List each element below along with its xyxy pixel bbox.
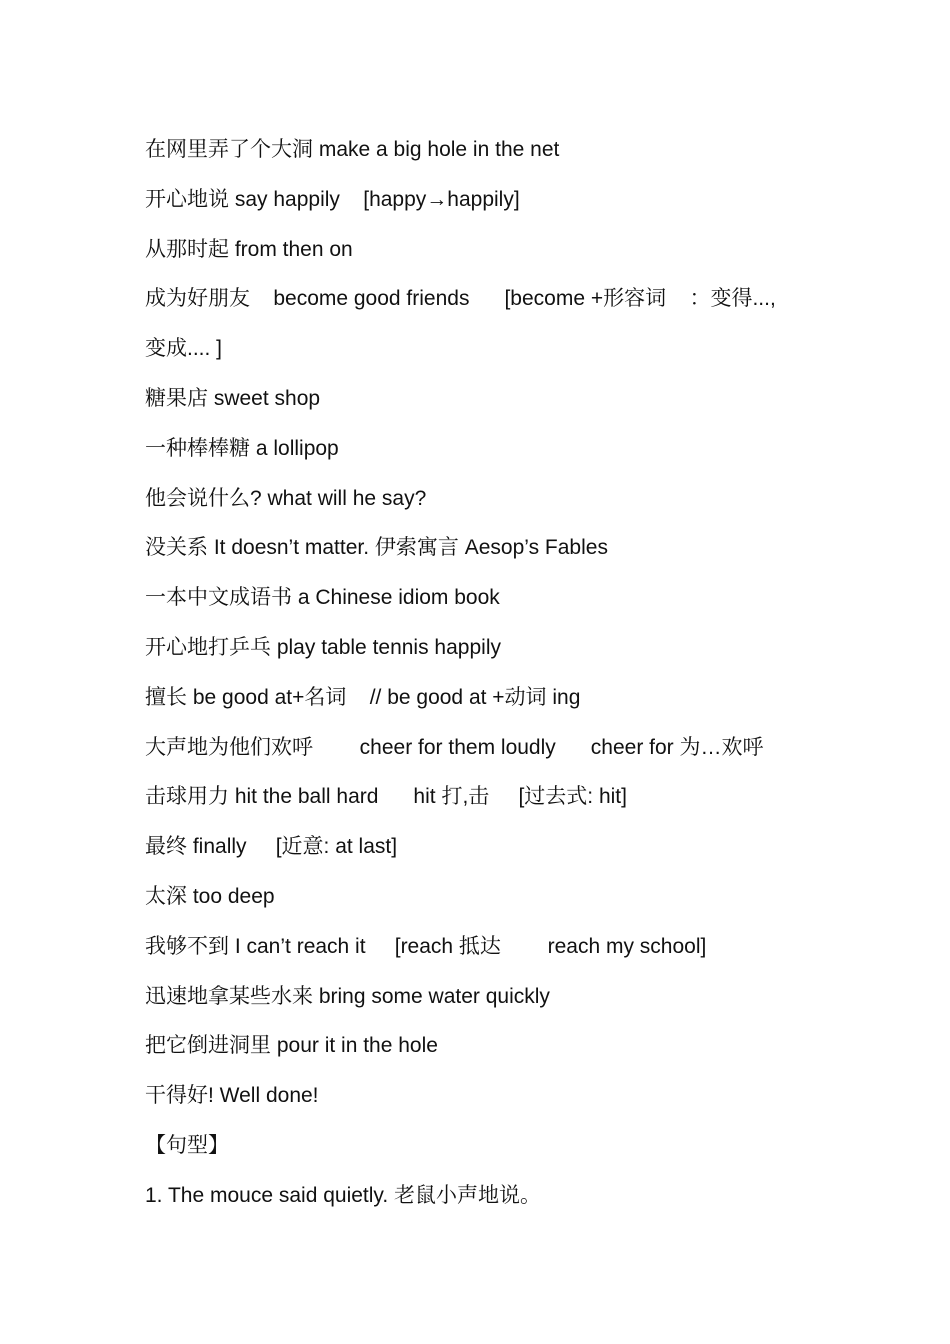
- text-line: 擅长 be good at+名词 // be good at +动词 ing: [145, 685, 581, 709]
- text-line: 变成.... ]: [145, 337, 223, 361]
- text-line: 把它倒进洞里 pour it in the hole: [145, 1034, 438, 1058]
- text-line: 开心地说 say happily [happy→happily]: [145, 187, 520, 211]
- text-line: 干得好! Well done!: [145, 1084, 319, 1108]
- text-line: 从那时起 from then on: [145, 237, 353, 261]
- text-line: 糖果店 sweet shop: [145, 386, 321, 410]
- vocabulary-list: [145, 133, 845, 1229]
- text-line: 成为好朋友 become good friends [become +形容词 ：变得...,: [145, 287, 776, 311]
- text-line: 在网里弄了个大洞 make a big hole in the net: [145, 138, 560, 161]
- text-line: 迅速地拿某些水来 bring some water quickly: [145, 984, 550, 1008]
- text-line: 太深 too deep: [145, 884, 275, 908]
- text-line: 最终 finally [近意: at last]: [145, 835, 398, 859]
- text-line: 没关系 It doesn’t matter. 伊索寓言 Aesop’s Fables: [145, 536, 608, 560]
- text-line: 击球用力 hit the ball hard hit 打,击 [过去式: hit]: [145, 785, 627, 809]
- section-heading: 【句型】: [145, 1133, 229, 1157]
- text-line: 一种棒棒糖 a lollipop: [145, 436, 339, 460]
- text-line: 他会说什么? what will he say?: [145, 486, 427, 510]
- text-line: 大声地为他们欢呼 cheer for them loudly cheer for 为…欢呼: [145, 735, 764, 759]
- text-line: 一本中文成语书 a Chinese idiom book: [145, 586, 500, 610]
- text-line: 我够不到 I can’t reach it [reach 抵达 reach my school]: [145, 934, 707, 958]
- text-line: 开心地打乒乓 play table tennis happily: [145, 635, 501, 659]
- sentence-item: 1. The mouce said quietly. 老鼠小声地说。: [145, 1183, 542, 1207]
